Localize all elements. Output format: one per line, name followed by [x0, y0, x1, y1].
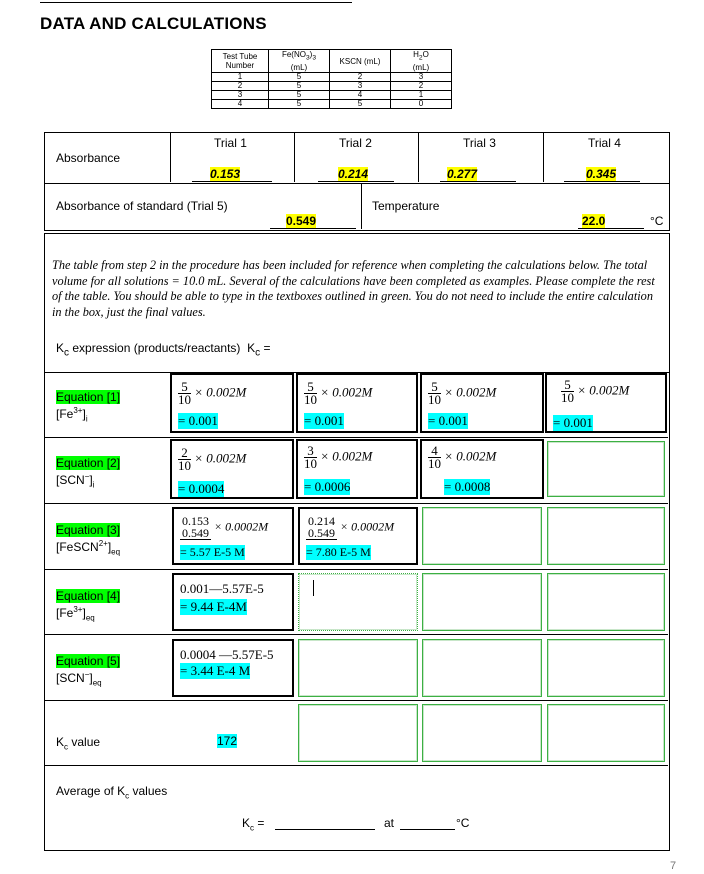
row-divider	[44, 503, 668, 504]
eq4-expr: 0.001—5.57E-5	[180, 581, 264, 596]
eq2-trial4-input[interactable]	[547, 441, 665, 497]
eq2-num: 4	[428, 445, 441, 458]
page-number: 7	[670, 860, 677, 872]
eq1-mult: × 0.002M	[577, 382, 630, 398]
eq4-species: $[Fe^{3+}]_{eq}$	[56, 605, 95, 623]
eq1-trial2-box[interactable]	[296, 373, 418, 433]
row-divider	[44, 765, 668, 766]
ref-cell: 2	[212, 82, 269, 91]
instructions-text: The table from step 2 in the procedure has been included for reference when completing the calculations below. The total volume for all solutions = 10.0 mL. Several of the calculations have been completed as examples. Please complete the rest of the table. You should be able to type in the textboxes outlined in green. You do not need to include the entire calculation in the box, just the final values.	[52, 258, 655, 319]
kc-final-blank[interactable]	[275, 829, 375, 830]
eq4-trial2-input[interactable]	[298, 573, 418, 631]
row-divider	[44, 437, 668, 438]
eq1-trial4-box[interactable]	[545, 373, 667, 433]
ref-cell: 3	[330, 82, 391, 91]
kc-value-trial1[interactable]: 172	[217, 734, 238, 748]
eq2-den: 10	[304, 456, 317, 471]
eq3-den: 0.549	[182, 526, 209, 540]
eq1-mult: × 0.002M	[320, 384, 373, 400]
eq2-result: = 0.0004	[178, 481, 225, 496]
temperature-unit: °C	[650, 214, 664, 228]
standard-value[interactable]: 0.549	[286, 214, 317, 228]
eq1-trial1-box[interactable]	[170, 373, 294, 433]
eq1-result: = 0.001	[178, 413, 218, 428]
eq5-trial3-input[interactable]	[422, 639, 542, 697]
ref-header-tube: Test Tube Number	[212, 50, 269, 73]
divider	[418, 132, 419, 182]
absorbance-trial-3[interactable]: 0.277	[447, 167, 478, 181]
eq4-label: Equation [4]	[56, 589, 121, 603]
temperature-label: Temperature	[372, 199, 440, 213]
temperature-value[interactable]: 22.0	[582, 214, 606, 228]
kc-trial3-input[interactable]	[422, 704, 542, 762]
ref-cell: 5	[330, 100, 391, 109]
eq3-den: 0.549	[308, 526, 335, 540]
eq5-label: Equation [5]	[56, 654, 121, 668]
eq3-trial2-box[interactable]	[298, 507, 418, 565]
absorbance-label: Absorbance	[56, 151, 121, 165]
standard-label: Absorbance of standard (Trial 5)	[56, 199, 228, 213]
deg-c-label: °C	[456, 816, 470, 830]
ref-cell: 5	[269, 82, 330, 91]
eq1-num: 5	[561, 379, 574, 392]
eq1-result: = 0.001	[428, 413, 468, 428]
page-title: DATA AND CALCULATIONS	[40, 14, 267, 33]
eq2-trial3-box[interactable]	[420, 439, 544, 499]
ref-cell: 5	[269, 100, 330, 109]
ref-cell: 3	[391, 73, 452, 82]
eq2-trial2-box[interactable]	[296, 439, 418, 499]
eq1-mult: × 0.002M	[194, 384, 247, 400]
kc-final-label: $K_c$ =	[242, 816, 265, 833]
eq3-label: Equation [3]	[56, 523, 121, 537]
eq2-mult: × 0.002M	[444, 448, 497, 464]
ref-cell: 1	[212, 73, 269, 82]
ref-cell: 5	[269, 73, 330, 82]
absorbance-trial-2[interactable]: 0.214	[338, 167, 369, 181]
eq5-result: = 3.44 E-4 M	[180, 663, 251, 678]
eq2-num: 2	[178, 447, 191, 460]
eq1-mult: × 0.002M	[444, 384, 497, 400]
at-label: at	[384, 816, 395, 830]
eq1-num: 5	[428, 381, 441, 394]
eq1-species: $[Fe^{3+}]_i$	[56, 406, 88, 424]
trial-1-header: Trial 1	[214, 136, 247, 150]
eq2-result: = 0.0008	[444, 479, 491, 494]
ref-header-h2o: $H_2O$ (mL)	[391, 50, 452, 73]
ref-cell: 2	[391, 82, 452, 91]
eq1-num: 5	[178, 381, 191, 394]
kc-expression-label: $K_c$ expression (products/reactants) $K_c$ =	[56, 341, 271, 359]
eq1-den: 10	[178, 392, 191, 407]
eq5-trial1-box[interactable]	[172, 639, 294, 697]
divider	[361, 183, 362, 229]
ref-cell: 4	[212, 100, 269, 109]
absorbance-trial-4[interactable]: 0.345	[586, 167, 617, 181]
eq4-trial4-input[interactable]	[547, 573, 665, 631]
eq5-expr: 0.0004 —5.57E-5	[180, 647, 274, 662]
eq3-result: = 5.57 E-5 M	[180, 545, 245, 559]
absorbance-trial-1[interactable]: 0.153	[210, 167, 241, 181]
eq3-result: = 7.80 E-5 M	[306, 545, 371, 559]
eq4-result: = 9.44 E-4M	[180, 599, 247, 614]
eq3-trial3-input[interactable]	[422, 507, 542, 565]
eq2-den: 10	[178, 458, 191, 473]
divider	[170, 132, 171, 182]
eq2-den: 10	[428, 456, 441, 471]
eq2-trial1-box[interactable]	[170, 439, 294, 499]
top-rule	[40, 2, 352, 3]
eq2-num: 3	[304, 445, 317, 458]
eq3-mult: × 0.0002M	[214, 519, 269, 534]
eq3-mult: × 0.0002M	[340, 519, 395, 534]
eq3-trial1-box[interactable]	[172, 507, 294, 565]
average-label: Average of $K_c$ values	[56, 784, 168, 801]
trial-4-header: Trial 4	[588, 136, 621, 150]
eq1-label: Equation [1]	[56, 390, 121, 404]
eq2-mult: × 0.002M	[320, 448, 373, 464]
reference-table	[211, 49, 452, 109]
ref-cell: 1	[391, 91, 452, 100]
eq1-trial3-box[interactable]	[420, 373, 544, 433]
ref-cell: 0	[391, 100, 452, 109]
eq1-result: = 0.001	[304, 413, 344, 428]
ref-cell: 2	[330, 73, 391, 82]
eq1-den: 10	[561, 390, 574, 405]
divider	[294, 132, 295, 182]
eq2-label: Equation [2]	[56, 456, 121, 470]
eq1-result: = 0.001	[553, 415, 593, 430]
divider	[543, 132, 544, 182]
row-divider	[44, 569, 668, 570]
eq4-trial3-input[interactable]	[422, 573, 542, 631]
row-divider	[44, 700, 668, 701]
ref-header-kscn: KSCN (mL)	[330, 50, 391, 73]
eq3-trial4-input[interactable]	[547, 507, 665, 565]
eq1-den: 10	[428, 392, 441, 407]
eq3-num: 0.153	[182, 514, 209, 528]
ref-cell: 3	[212, 91, 269, 100]
trial-2-header: Trial 2	[339, 136, 372, 150]
ref-header-fe: $Fe(NO_3)_3$ (mL)	[269, 50, 330, 73]
eq5-trial4-input[interactable]	[547, 639, 665, 697]
eq5-trial2-input[interactable]	[298, 639, 418, 697]
text-cursor	[313, 580, 314, 596]
ref-cell: 4	[330, 91, 391, 100]
kc-trial4-input[interactable]	[547, 704, 665, 762]
eq2-result: = 0.0006	[304, 479, 351, 494]
trial-3-header: Trial 3	[463, 136, 496, 150]
eq4-trial1-box[interactable]	[172, 573, 294, 631]
eq5-species: $[SCN^-]_{eq}$	[56, 670, 102, 688]
kc-trial2-input[interactable]	[298, 704, 418, 762]
eq2-mult: × 0.002M	[194, 450, 247, 466]
row-divider	[44, 634, 668, 635]
eq1-den: 10	[304, 392, 317, 407]
kc-value-label: $K_c$ value	[56, 735, 101, 752]
eq3-num: 0.214	[308, 514, 335, 528]
eq3-species: $[FeSCN^{2+}]_{eq}$	[56, 539, 121, 557]
temp-final-blank[interactable]	[400, 829, 455, 830]
eq2-species: $[SCN^-]_i$	[56, 472, 95, 490]
ref-cell: 5	[269, 91, 330, 100]
eq1-num: 5	[304, 381, 317, 394]
